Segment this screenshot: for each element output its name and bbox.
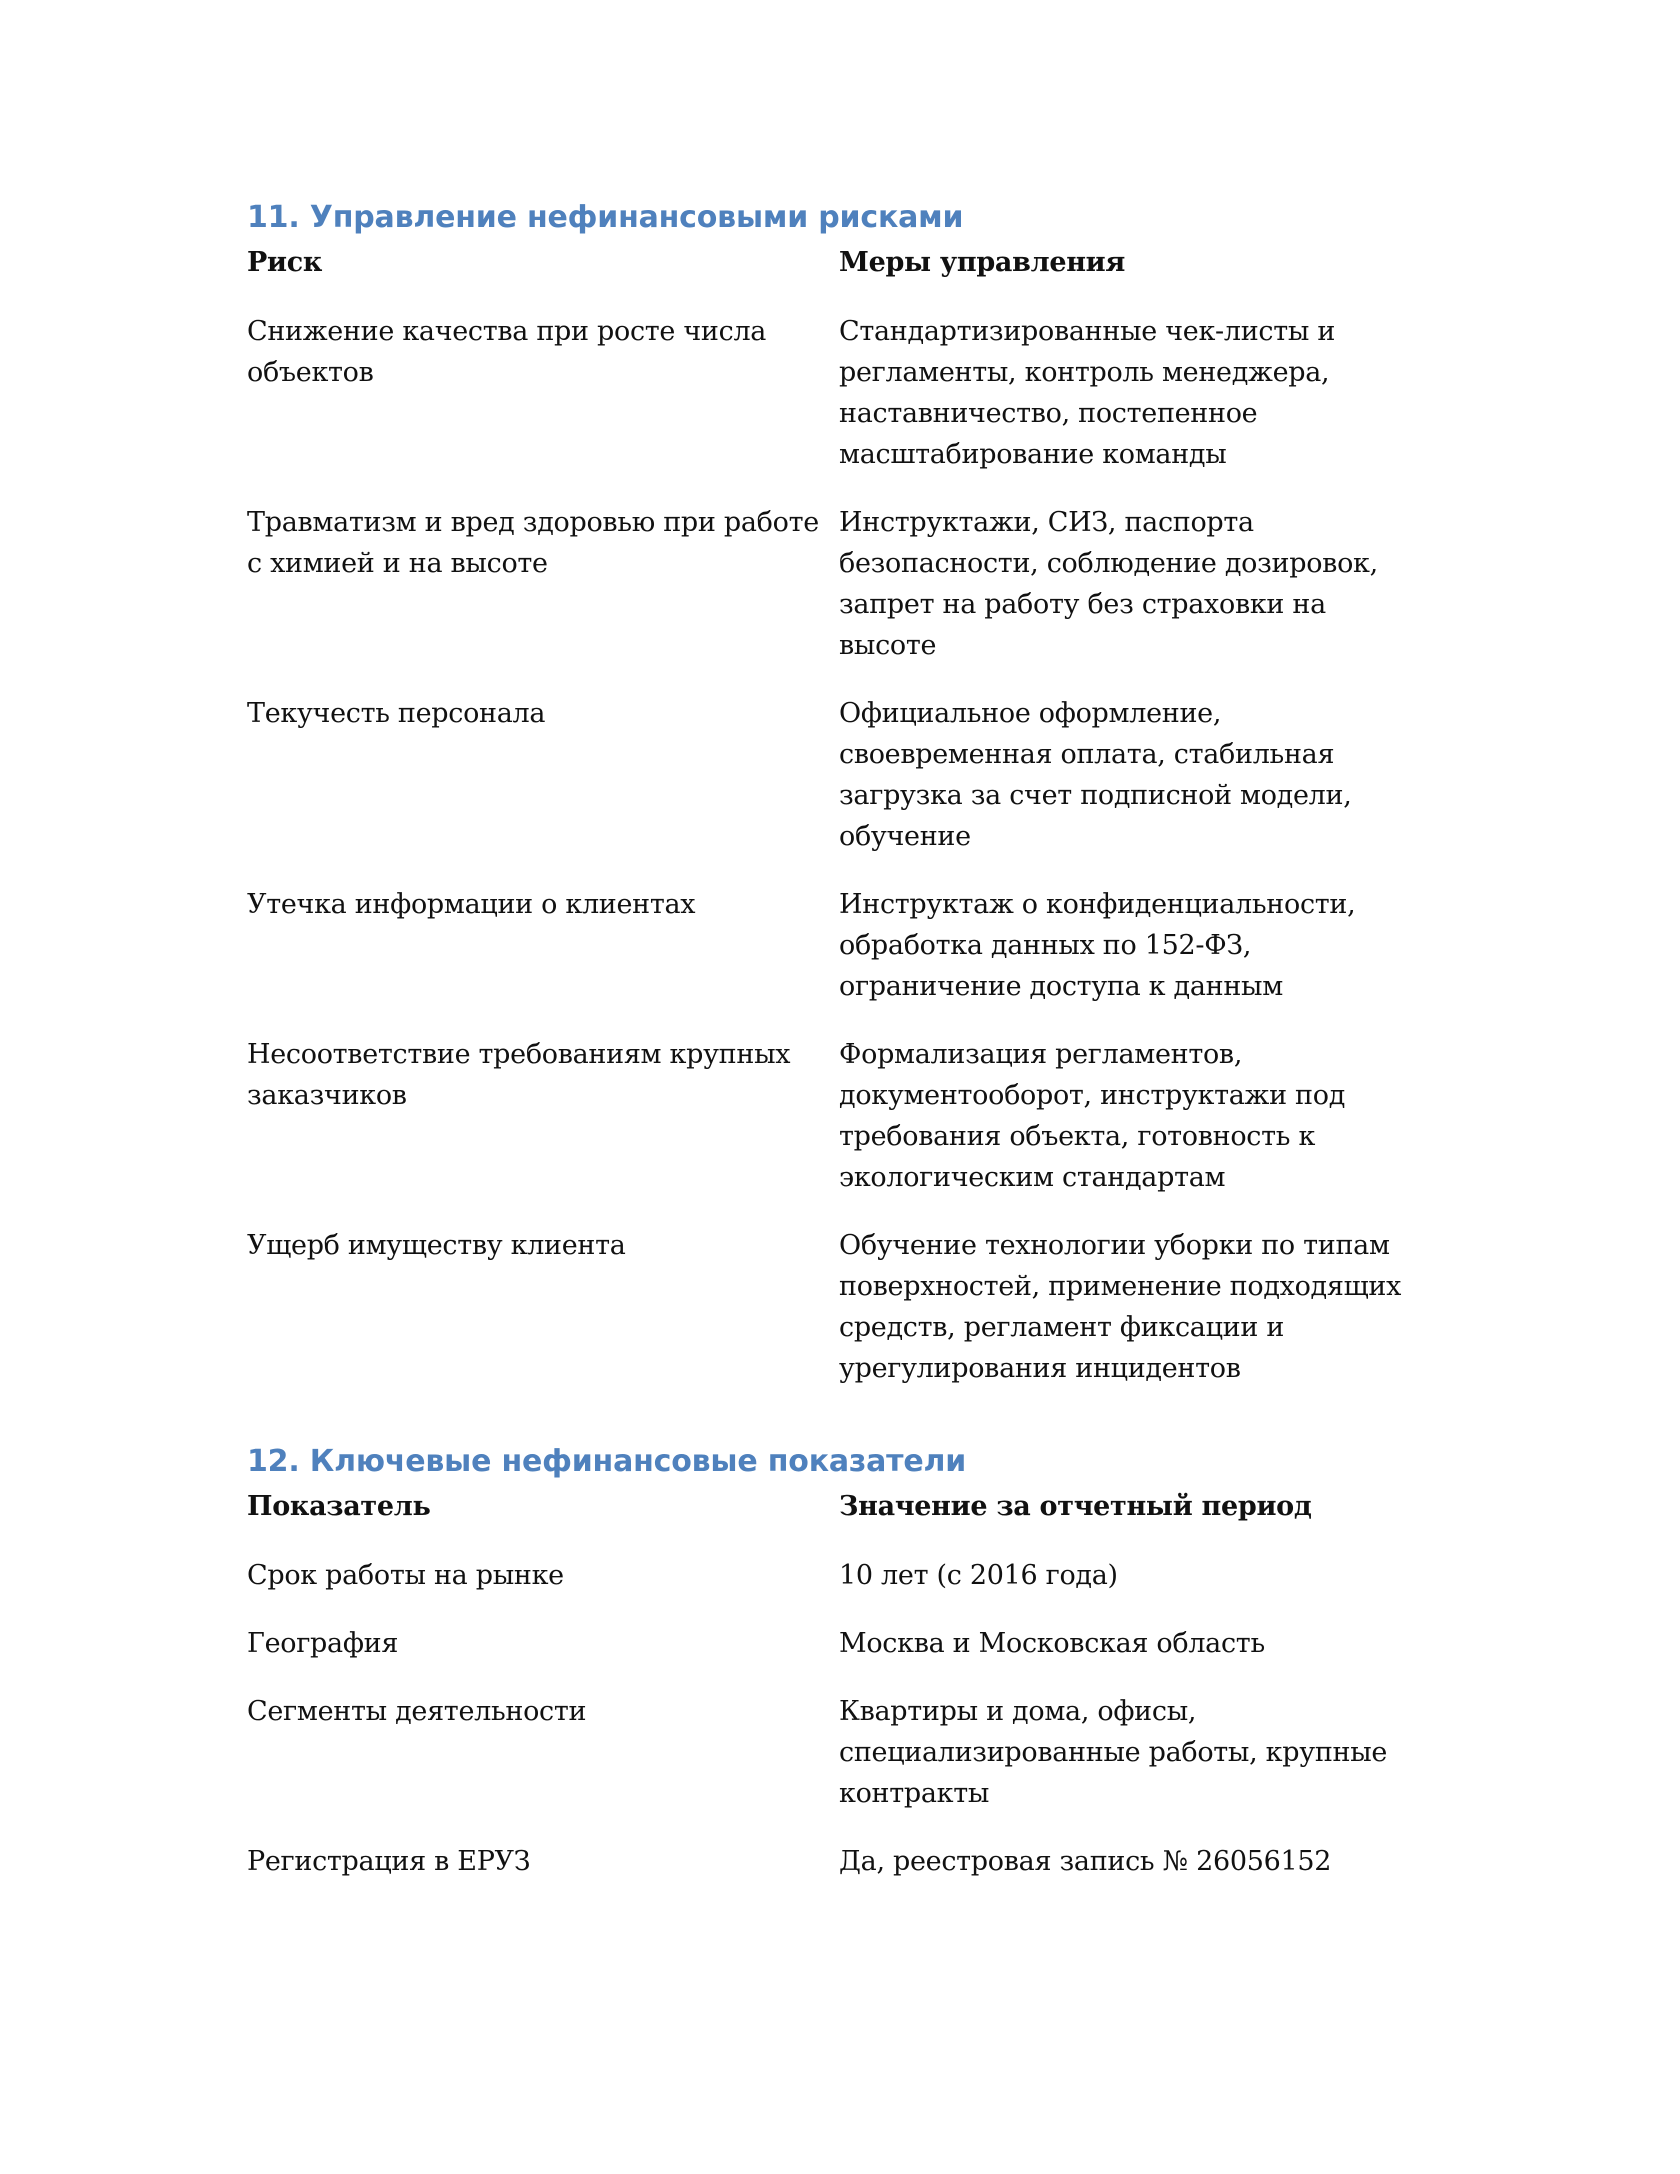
risk-cell: Снижение качества при росте числа объектов: [247, 316, 767, 388]
risk-cell: Несоответствие требованиям крупных заказчиков: [247, 1039, 791, 1111]
indicator-cell: Сегменты деятельности: [247, 1696, 587, 1727]
table-row: [247, 502, 1407, 693]
value-cell: 10 лет (с 2016 года): [839, 1560, 1118, 1591]
table-header-row: [247, 1486, 1407, 1555]
risk-cell: Ущерб имуществу клиента: [247, 1230, 626, 1261]
risk-cell: Утечка информации о клиентах: [247, 889, 696, 920]
table-row: [247, 1555, 1407, 1623]
measures-cell: Инструктажи, СИЗ, паспорта безопасности, соблюдение дозировок, запрет на работу без страховки на высоте: [839, 507, 1378, 661]
measures-cell: Формализация регламентов, документооборот, инструктажи под требования объекта, готовность к экологическим стандартам: [839, 1039, 1346, 1193]
table-row: [247, 1034, 1407, 1225]
indicator-cell: Регистрация в ЕРУЗ: [247, 1846, 531, 1877]
measures-cell: Стандартизированные чек-листы и регламенты, контроль менеджера, наставничество, постепенное масштабирование команды: [839, 316, 1336, 470]
value-cell: Да, реестровая запись № 26056152: [839, 1846, 1332, 1877]
risk-cell: Текучесть персонала: [247, 698, 546, 729]
table-row: [247, 311, 1407, 502]
measures-cell: Обучение технологии уборки по типам поверхностей, применение подходящих средств, регламент фиксации и урегулирования инцидентов: [839, 1230, 1402, 1384]
column-header-risk: Риск: [247, 247, 323, 278]
value-cell: Москва и Московская область: [839, 1628, 1265, 1659]
section-heading: 11. Управление нефинансовыми рисками: [247, 200, 964, 235]
value-cell: Квартиры и дома, офисы, специализированные работы, крупные контракты: [839, 1696, 1388, 1809]
column-header-indicator: Показатель: [247, 1491, 431, 1522]
column-header-measures: Меры управления: [839, 247, 1126, 278]
indicators-table: [247, 1486, 1407, 1909]
table-row: [247, 1623, 1407, 1691]
table-row: [247, 884, 1407, 1034]
column-header-value: Значение за отчетный период: [839, 1491, 1312, 1522]
table-row: [247, 1841, 1407, 1909]
table-header-row: [247, 242, 1407, 311]
table-row: [247, 1691, 1407, 1841]
indicator-cell: География: [247, 1628, 399, 1659]
measures-cell: Инструктаж о конфиденциальности, обработка данных по 152-ФЗ, ограничение доступа к данным: [839, 889, 1356, 1002]
section-key-indicators: [247, 1442, 1407, 1909]
measures-cell: Официальное оформление, своевременная оплата, стабильная загрузка за счет подписной модели, обучение: [839, 698, 1352, 852]
risk-table: [247, 242, 1407, 1416]
table-row: [247, 693, 1407, 884]
risk-cell: Травматизм и вред здоровью при работе с химией и на высоте: [247, 507, 819, 579]
section-risk-management: [247, 198, 1407, 1416]
section-heading: 12. Ключевые нефинансовые показатели: [247, 1444, 967, 1479]
indicator-cell: Срок работы на рынке: [247, 1560, 564, 1591]
table-row: [247, 1225, 1407, 1416]
